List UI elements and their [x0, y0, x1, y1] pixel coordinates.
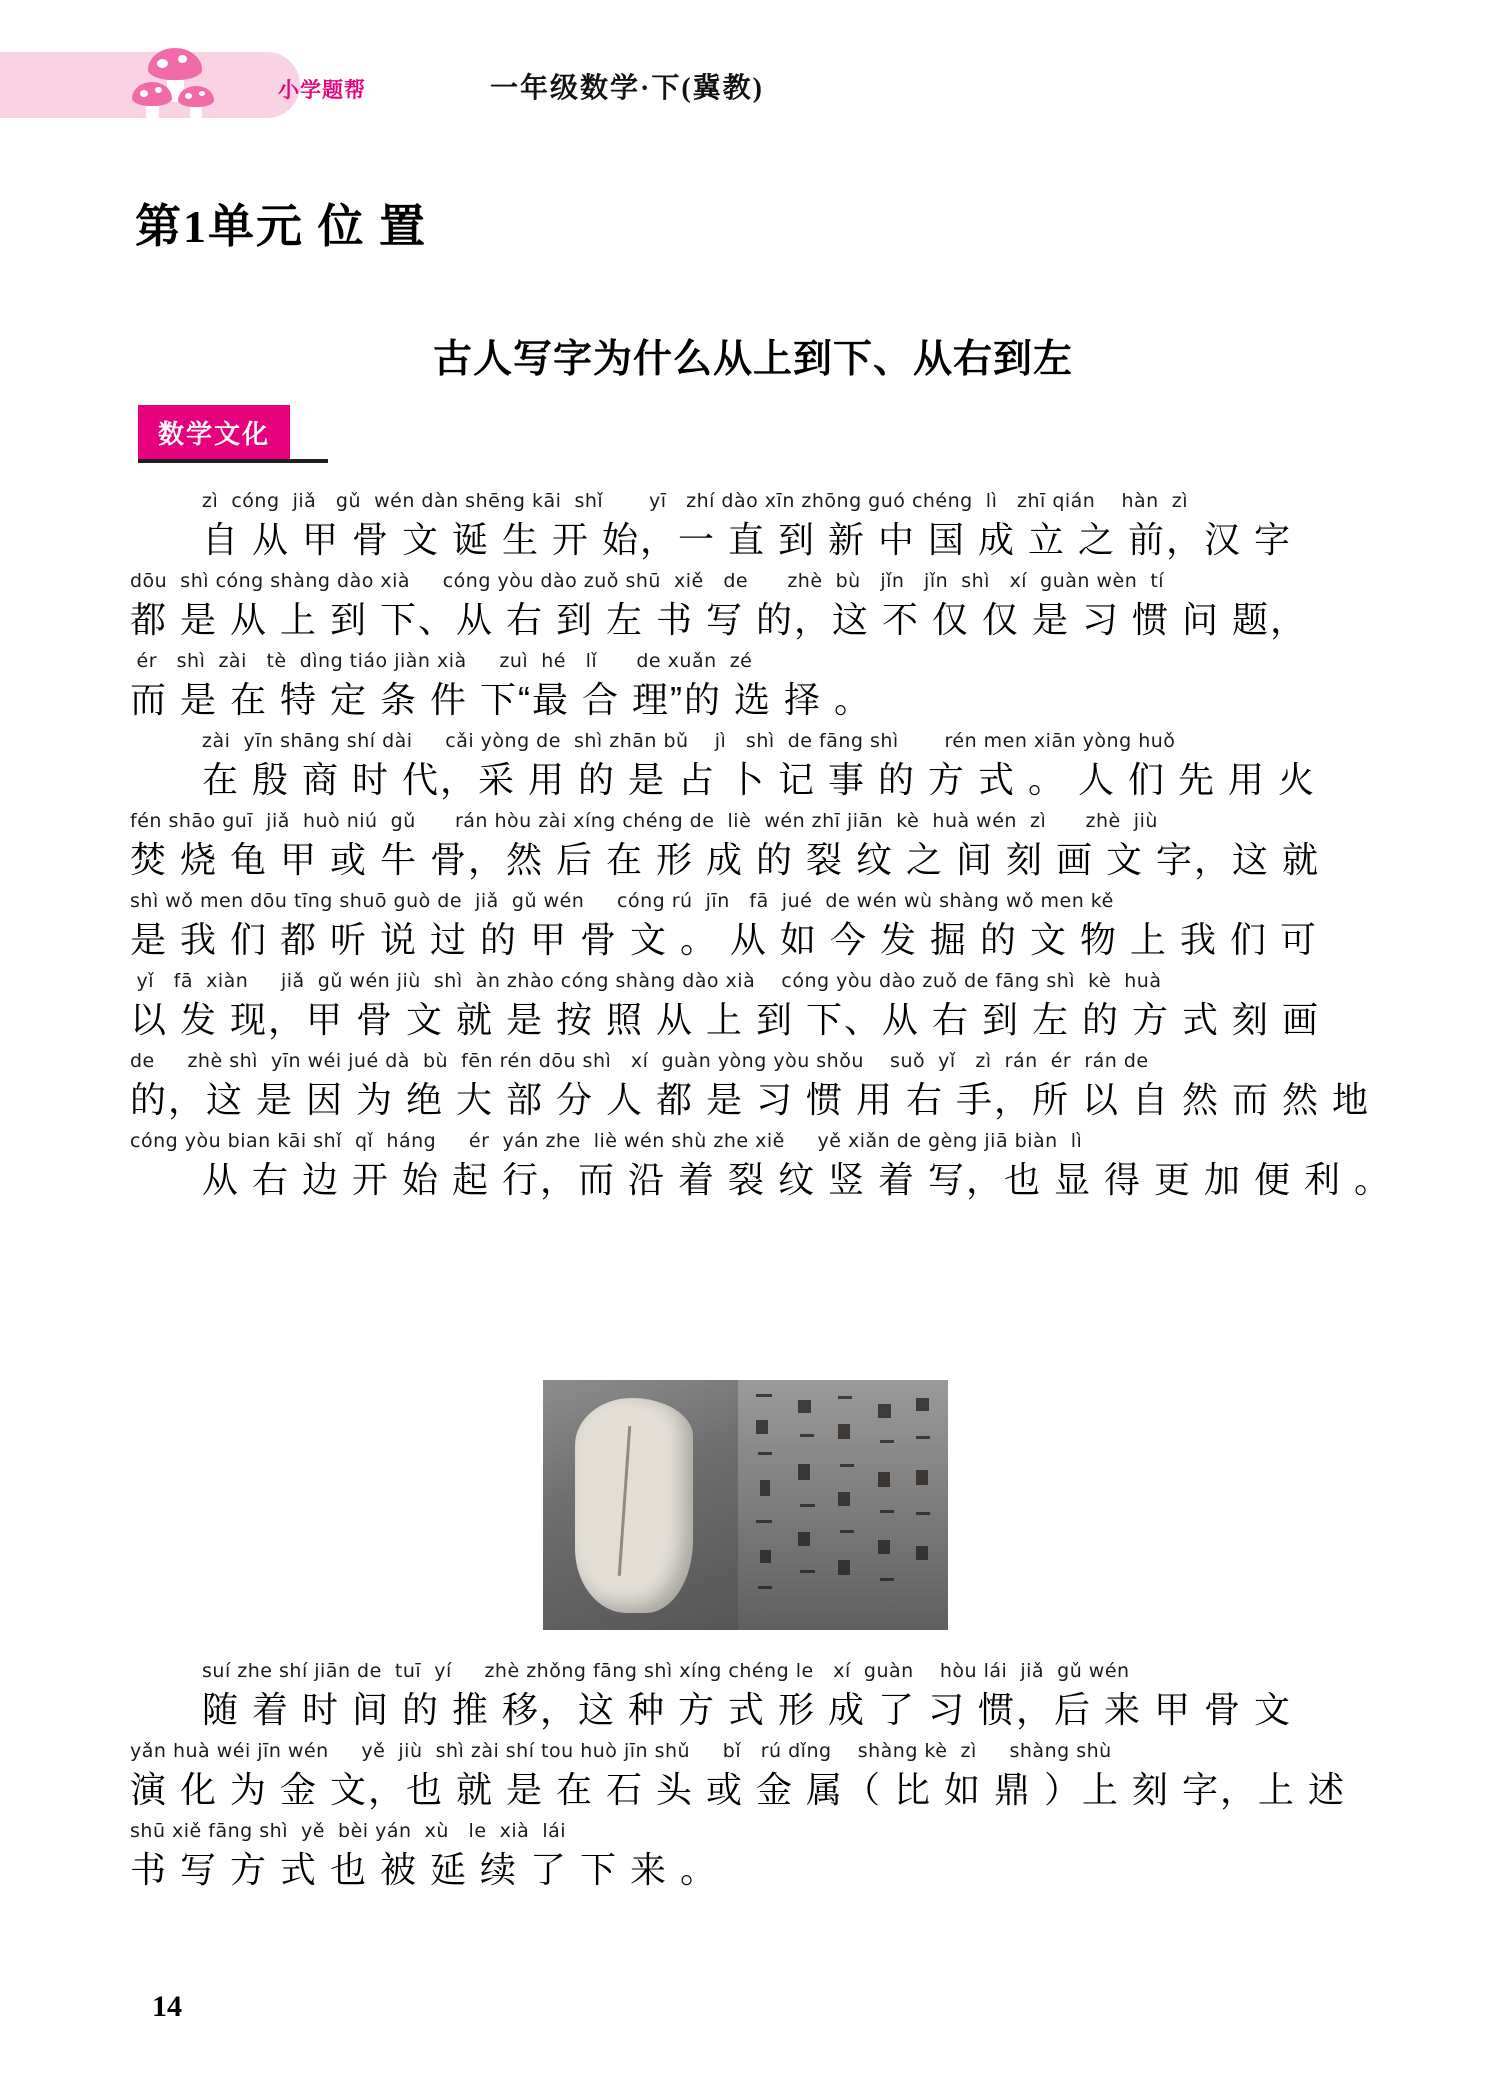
- hanzi-row: 以 发 现，甲 骨 文 就 是 按 照 从 上 到 下、从 右 到 左 的 方 式 刻 画: [130, 999, 1321, 1040]
- page-number: 14: [152, 1990, 182, 2023]
- tag-underline-rule: [138, 459, 328, 463]
- hanzi-row: 都 是 从 上 到 下、从 右 到 左 书 写 的，这 不 仅 仅 是 习 惯 问 题，: [130, 599, 1309, 640]
- text-line: [130, 888, 1380, 966]
- page-header: [0, 30, 1506, 122]
- pinyin-row: zài yīn shāng shí dài cǎi yòng de shì zhān bǔ jì shì de fāng shì rén men xiān yòng huǒ: [202, 730, 1176, 752]
- article-body: [130, 488, 1393, 1208]
- bone-shape: [575, 1398, 693, 1613]
- hanzi-row: 自 从 甲 骨 文 诞 生 开 始，一 直 到 新 中 国 成 立 之 前，汉 字: [202, 519, 1293, 560]
- mushroom-logo-icon: [130, 48, 250, 122]
- oracle-bone-photo-right: [738, 1380, 948, 1630]
- pinyin-row: fén shāo guī jiǎ huò niú gǔ rán hòu zài xíng chéng de liè wén zhī jiān kè huà wén zì zhè jiù: [130, 810, 1158, 832]
- text-line: [130, 1128, 1393, 1206]
- hanzi-row: 书 写 方 式 也 被 延 续 了 下 来 。: [130, 1849, 719, 1890]
- text-line: [130, 648, 1380, 726]
- text-line: [130, 1658, 1380, 1736]
- article-body-continued: [130, 1658, 1380, 1898]
- text-line: [130, 808, 1380, 886]
- hanzi-row: 是 我 们 都 听 说 过 的 甲 骨 文 。 从 如 今 发 掘 的 文 物 上 我 们 可: [130, 919, 1319, 960]
- text-line: [130, 568, 1380, 646]
- oracle-bone-photo-left: [543, 1380, 738, 1630]
- pinyin-row: shū xiě fāng shì yě bèi yán xù le xià lái: [130, 1820, 567, 1842]
- text-line: [130, 1048, 1380, 1126]
- brand-label: 小学题帮: [278, 79, 366, 102]
- hanzi-row: 焚 烧 龟 甲 或 牛 骨，然 后 在 形 成 的 裂 纹 之 间 刻 画 文 字，这 就: [130, 839, 1321, 880]
- pinyin-row: ér shì zài tè dìng tiáo jiàn xià zuì hé lǐ de xuǎn zé: [130, 650, 753, 672]
- culture-tag: 数学文化: [138, 405, 290, 462]
- hanzi-row: 而 是 在 特 定 条 件 下“最 合 理”的 选 择 。: [130, 679, 873, 720]
- hanzi-row: 从 右 边 开 始 起 行，而 沿 着 裂 纹 竖 着 写，也 显 得 更 加 便 利 。: [202, 1159, 1393, 1200]
- pinyin-row: yǐ fā xiàn jiǎ gǔ wén jiù shì àn zhào cóng shàng dào xià cóng yòu dào zuǒ de fāng shì kè huà: [130, 970, 1162, 992]
- pinyin-row: dōu shì cóng shàng dào xià cóng yòu dào zuǒ shū xiě de zhè bù jǐn jǐn shì xí guàn wèn tí: [130, 570, 1165, 592]
- text-line: [130, 488, 1380, 566]
- hanzi-row: 随 着 时 间 的 推 移，这 种 方 式 形 成 了 习 惯，后 来 甲 骨 文: [202, 1689, 1293, 1730]
- oracle-glyph-texture: [738, 1380, 948, 1630]
- unit-heading: 第1单元 位 置: [135, 201, 427, 252]
- hanzi-row: 在 殷 商 时 代，采 用 的 是 占 卜 记 事 的 方 式 。 人 们 先 用 火: [202, 759, 1317, 800]
- text-line: [130, 1738, 1380, 1816]
- text-line: [130, 728, 1380, 806]
- article-title: 古人写字为什么从上到下、从右到左: [432, 338, 1073, 381]
- hanzi-row: 演 化 为 金 文，也 就 是 在 石 头 或 金 属（ 比 如 鼎 ）上 刻 字，上 述: [130, 1769, 1347, 1810]
- pinyin-row: cóng yòu bian kāi shǐ qǐ háng ér yán zhe liè wén shù zhe xiě yě xiǎn de gèng jiā biàn lì: [130, 1130, 1083, 1152]
- pinyin-row: de zhè shì yīn wéi jué dà bù fēn rén dōu shì xí guàn yòng yòu shǒu suǒ yǐ zì rán ér rán de: [130, 1050, 1149, 1072]
- book-title: 一年级数学·下(冀教): [490, 73, 764, 104]
- pinyin-row: suí zhe shí jiān de tuī yí zhè zhǒng fāng shì xíng chéng le xí guàn hòu lái jiǎ gǔ wén: [202, 1660, 1130, 1682]
- pinyin-row: shì wǒ men dōu tīng shuō guò de jiǎ gǔ wén cóng rú jīn fā jué de wén wù shàng wǒ men kě: [130, 890, 1114, 912]
- text-line: [130, 1818, 1380, 1896]
- text-line: [130, 968, 1380, 1046]
- hanzi-row: 的，这 是 因 为 绝 大 部 分 人 都 是 习 惯 用 右 手，所 以 自 然 而 然 地: [130, 1079, 1371, 1120]
- pinyin-row: yǎn huà wéi jīn wén yě jiù shì zài shí tou huò jīn shǔ bǐ rú dǐng shàng kè zì shàng shù: [130, 1740, 1112, 1762]
- oracle-bone-figure: [543, 1380, 948, 1630]
- pinyin-row: zì cóng jiǎ gǔ wén dàn shēng kāi shǐ yī zhí dào xīn zhōng guó chéng lì zhī qián hàn zì: [202, 490, 1189, 512]
